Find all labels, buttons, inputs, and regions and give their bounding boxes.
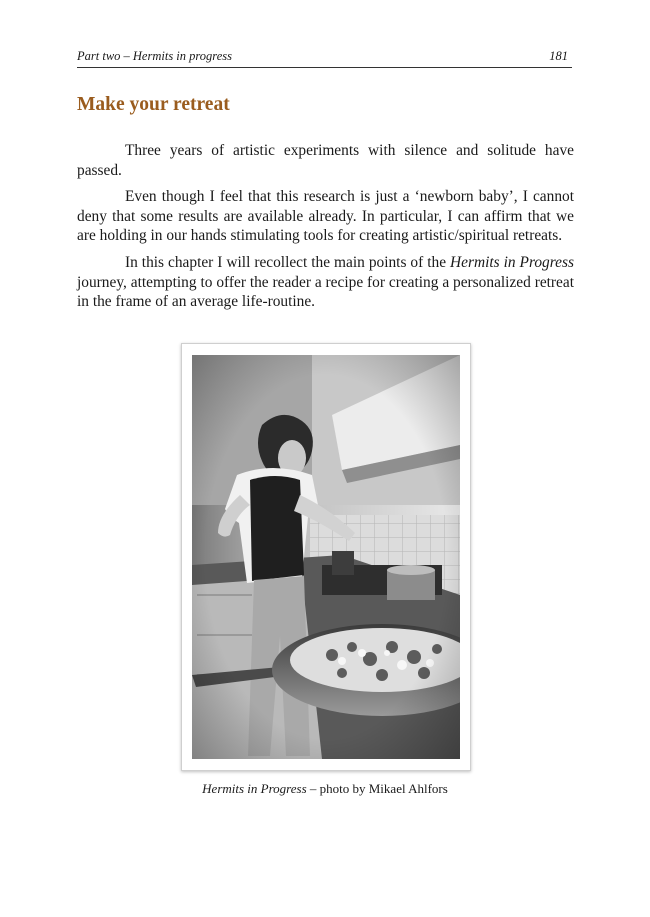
paragraph-2: Even though I feel that this research is just a ‘newborn baby’, I cannot deny that some results are available already. In particular, I can affirm that we are holding in our hands stimulating tools for creating artistic/spiritual retreats.	[77, 188, 574, 245]
photo-man-cooking	[192, 355, 460, 759]
body-text	[77, 141, 574, 319]
page-number: 181	[549, 49, 568, 63]
caption-credit: – photo by Mikael Ahlfors	[306, 781, 448, 796]
running-header-section: Part two – Hermits in progress	[77, 49, 232, 63]
chapter-title: Make your retreat	[77, 94, 230, 115]
paragraph-3-after: journey, attempting to offer the reader a recipe for creating a personalized retreat in the frame of an average life-routine.	[77, 273, 574, 311]
paragraph-3	[77, 253, 574, 312]
paragraph-3-before: In this chapter I will recollect the main points of the	[125, 253, 451, 271]
paragraph-1: Three years of artistic experiments with silence and solitude have passed.	[77, 142, 574, 179]
photo-frame	[181, 343, 471, 771]
paragraph-3-italic-title: Hermits in Progress	[450, 253, 574, 271]
photo-caption	[0, 781, 650, 797]
running-header	[77, 47, 572, 68]
caption-title: Hermits in Progress	[202, 781, 307, 796]
